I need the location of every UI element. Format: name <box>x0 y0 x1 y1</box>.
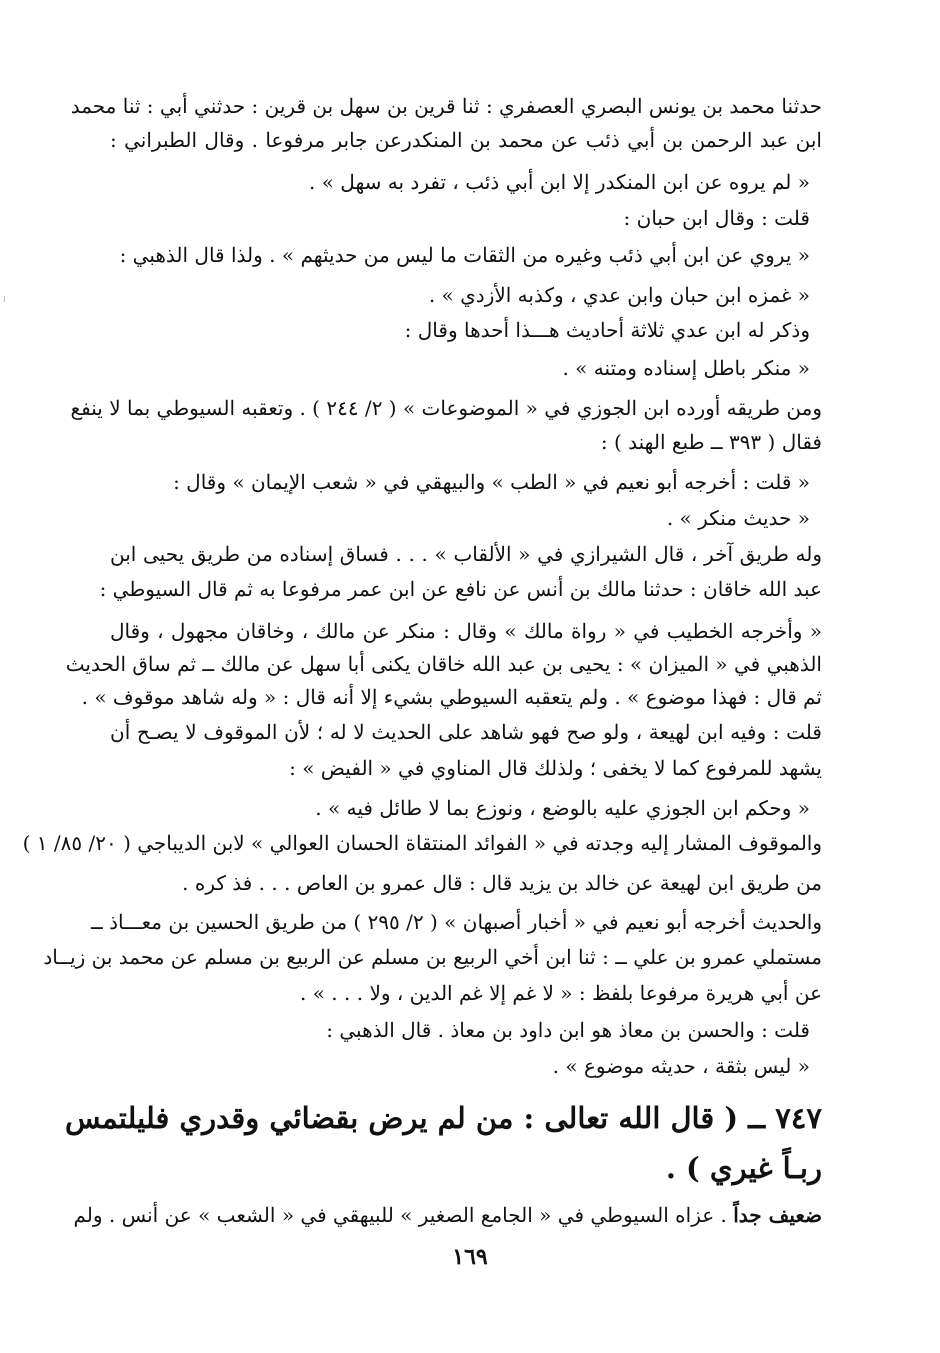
quote-line: « يروي عن ابن أبي ذئب وغيره من الثقات ما ليس من حديثهم » . ولذا قال الذهبي : <box>119 243 810 267</box>
text-line: وله طريق آخر ، قال الشيرازي في « الألقاب » . . . فساق إسناده من طريق يحيى ابن <box>110 542 822 566</box>
quote-line: « وأخرجه الخطيب في « رواة مالك » وقال : منكر عن مالك ، وخاقان مجهول ، وقال <box>110 619 822 643</box>
hadith-heading-continued: ربـاً غيري ) . <box>665 1151 822 1185</box>
quote-line: « منكر باطل إسناده ومتنه » . <box>562 356 810 380</box>
text-line: يشهد للمرفوع كما لا يخفى ؛ ولذلك قال المناوي في « الفيض » : <box>289 756 822 780</box>
text-line: ابن عبد الرحمن بن أبي ذئب عن محمد بن المنكدرعن جابر مرفوعا . وقال الطبراني : <box>110 128 822 152</box>
grading-line <box>73 1203 822 1227</box>
quote-line: « وحكم ابن الجوزي عليه بالوضع ، ونوزع بما لا طائل فيه » . <box>315 796 810 820</box>
grading-text: . عزاه السيوطي في « الجامع الصغير » للبيهقي في « الشعب » عن أنس . ولم <box>73 1203 734 1227</box>
page-number: ١٦٩ <box>452 1244 488 1270</box>
text-line: عبد الله خاقان : حدثنا مالك بن أنس عن نافع عن ابن عمر مرفوعا به ثم قال السيوطي : <box>99 577 822 601</box>
text-line: الذهبي في « الميزان » : يحيى بن عبد الله خاقان يكنى أبا سهل عن مالك ــ ثم ساق الحديث <box>65 652 822 676</box>
text-line: والحديث أخرجه أبو نعيم في « أخبار أصبهان » ( ٢/ ٢٩٥ ) من طريق الحسين بن معـــاذ ــ <box>91 910 822 934</box>
text-line: ومن طريقه أورده ابن الجوزي في « الموضوعات » ( ٢/ ٢٤٤ ) . وتعقبه السيوطي بما لا ينفع <box>70 396 822 420</box>
text-line: قلت : وفيه ابن لهيعة ، ولو صح فهو شاهد على الحديث لا له ؛ لأن الموقوف لا يصـح أن <box>110 720 822 744</box>
text-line: فقال ( ٣٩٣ ــ طبع الهند ) : <box>600 430 822 454</box>
text-line: ثم قال : فهذا موضوع » . ولم يتعقبه السيوطي بشيء إلا أنه قال : « وله شاهد موقوف » . <box>81 685 822 709</box>
margin-mark <box>4 296 5 302</box>
text-line: من طريق ابن لهيعة عن خالد بن يزيد قال : قال عمرو بن العاص . . . فذ كره . <box>182 871 822 895</box>
text-line: مستملي عمرو بن علي ــ : ثنا ابن أخي الربيع بن مسلم عن الربيع بن مسلم عن محمد بن زيــاد <box>43 945 822 969</box>
quote-line: « حديث منكر » . <box>666 506 810 530</box>
text-line: عن أبي هريرة مرفوعا بلفظ : « لا غم إلا غم الدين ، ولا . . . » . <box>299 981 822 1005</box>
quote-line: « قلت : أخرجه أبو نعيم في « الطب » والبيهقي في « شعب الإيمان » وقال : <box>173 470 810 494</box>
text-line: قلت : والحسن بن معاذ هو ابن داود بن معاذ . قال الذهبي : <box>326 1018 810 1042</box>
text-line: حدثنا محمد بن يونس البصري العصفري : ثنا قرين بن سهل بن قرين : حدثني أبي : ثنا محمد <box>70 94 822 118</box>
text-line: والموقوف المشار إليه وجدته في « الفوائد المنتقاة الحسان العوالي » لابن الديباجي ( ٢٠/ ٨٥/ ١ ) <box>22 831 822 855</box>
quote-line: « غمزه ابن حبان وابن عدي ، وكذبه الأزدي » . <box>428 283 810 307</box>
quote-line: « ليس بثقة ، حديثه موضوع » . <box>552 1054 810 1078</box>
hadith-heading: ٧٤٧ ــ ( قال الله تعالى : من لم يرض بقضائي وقدري فليلتمس <box>65 1101 822 1135</box>
quote-line: « لم يروه عن ابن المنكدر إلا ابن أبي ذئب ، تفرد به سهل » . <box>309 170 810 194</box>
grading-label: ضعيف جداً <box>733 1203 822 1227</box>
text-line: وذكر له ابن عدي ثلاثة أحاديث هـــذا أحدها وقال : <box>404 318 810 342</box>
text-line: قلت : وقال ابن حبان : <box>623 206 810 230</box>
